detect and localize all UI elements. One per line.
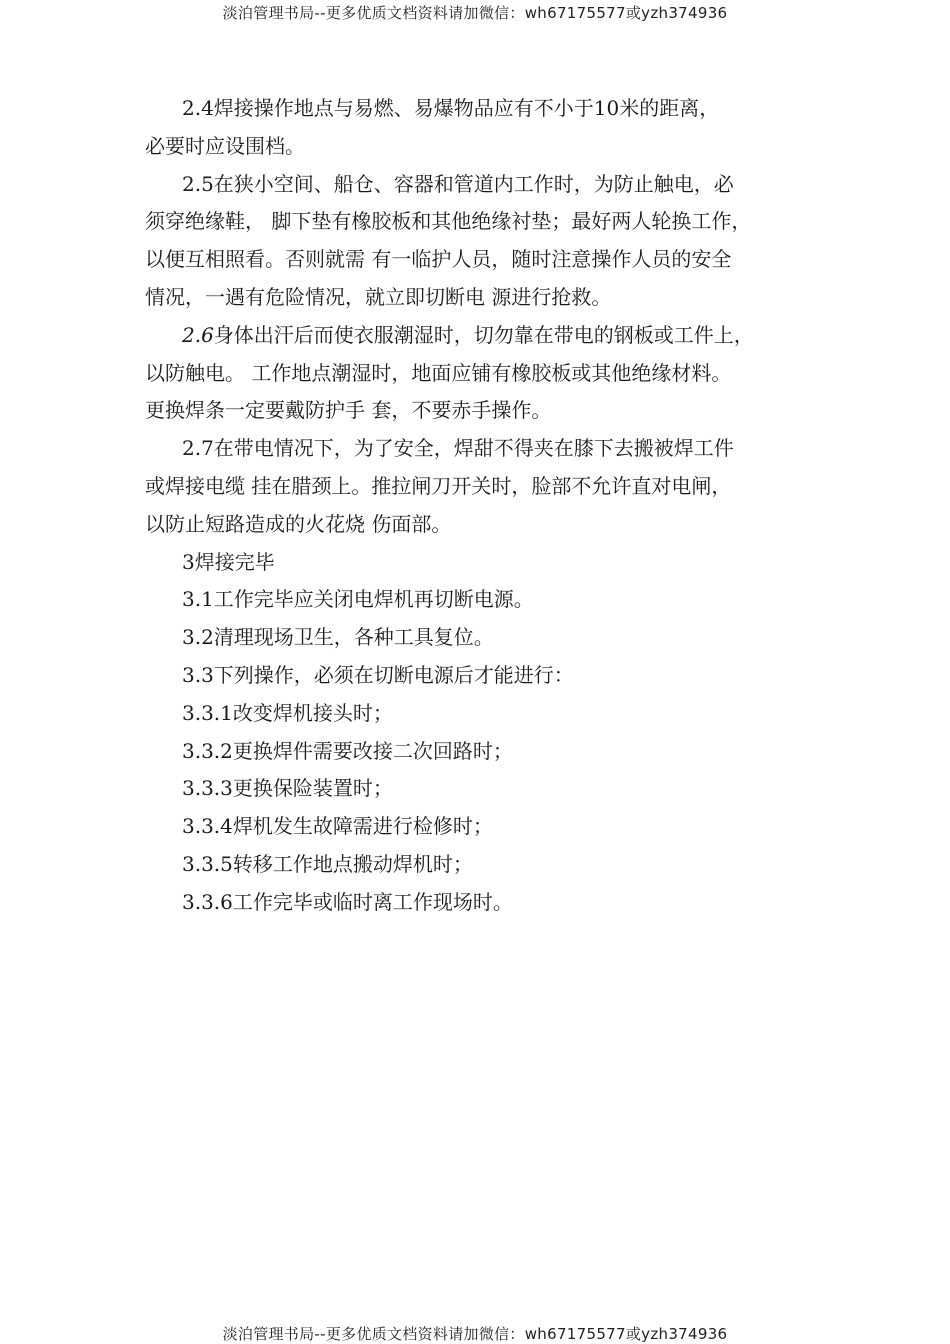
paragraph-2-4-line-2: 必要时应设围档。 bbox=[145, 133, 305, 158]
item-3-2: 3.2清理现场卫生，各种工具复位。 bbox=[182, 625, 494, 650]
item-3-3-2: 3.3.2更换焊件需要改接二次回路时； bbox=[182, 738, 513, 763]
paragraph-2-7-line-1: 2.7在带电情况下，为了安全，焊甜不得夹在膝下去搬被焊工件 bbox=[182, 436, 734, 461]
document-body bbox=[145, 90, 825, 922]
paragraph-2-4-line-1: 2.4焊接操作地点与易燃、易爆物品应有不小于10米的距离， bbox=[182, 96, 720, 120]
paragraph-2-5-line-2: 须穿绝缘鞋， 脚下垫有橡胶板和其他绝缘衬垫；最好两人轮换工作， bbox=[145, 209, 752, 234]
paragraph-2-5-line-3: 以便互相照看。否则就需 有一临护人员，随时注意操作人员的安全 bbox=[145, 247, 732, 272]
item-3-3-6: 3.3.6工作完毕或临时离工作现场时。 bbox=[182, 889, 513, 914]
paragraph-2-5-line-1: 2.5在狭小空间、船仓、容器和管道内工作时，为防止触电，必 bbox=[182, 171, 734, 196]
item-3-3-3: 3.3.3更换保险装置时； bbox=[182, 776, 393, 801]
section-number-2-6: 2.6 bbox=[182, 322, 214, 347]
item-3-3: 3.3下列操作，必须在切断电源后才能进行： bbox=[182, 662, 574, 687]
section-3-heading: 3焊接完毕 bbox=[182, 549, 275, 574]
paragraph-2-6-line-2: 以防触电。 工作地点潮湿时，地面应铺有橡胶板或其他绝缘材料。 bbox=[145, 360, 732, 385]
paragraph-2-5-line-4: 情况，一遇有危险情况，就立即切断电 源进行抢救。 bbox=[145, 284, 612, 309]
footer-watermark: 淡泊管理书局--更多优质文档资料请加微信：wh67175577或yzh374936 bbox=[222, 1325, 728, 1343]
paragraph-2-6-text: 身体出汗后而使衣服潮湿时，切勿靠在带电的钢板或工件上， bbox=[213, 322, 754, 347]
paragraph-2-6-line-3: 更换焊条一定要戴防护手 套，不要赤手操作。 bbox=[145, 398, 552, 423]
paragraph-2-7-line-2: 或焊接电缆 挂在腊颈上。推拉闸刀开关时，脸部不允许直对电闸， bbox=[145, 473, 732, 498]
header-watermark: 淡泊管理书局--更多优质文档资料请加微信：wh67175577或yzh374936 bbox=[222, 4, 728, 22]
paragraph-2-6-line-1 bbox=[145, 317, 825, 355]
item-3-3-1: 3.3.1改变焊机接头时； bbox=[182, 700, 393, 725]
item-3-3-5: 3.3.5转移工作地点搬动焊机时； bbox=[182, 851, 473, 876]
item-3-3-4: 3.3.4焊机发生故障需进行检修时； bbox=[182, 814, 493, 839]
paragraph-2-7-line-3: 以防止短路造成的火花烧 伤面部。 bbox=[145, 511, 452, 536]
item-3-1: 3.1工作完毕应关闭电焊机再切断电源。 bbox=[182, 587, 534, 612]
